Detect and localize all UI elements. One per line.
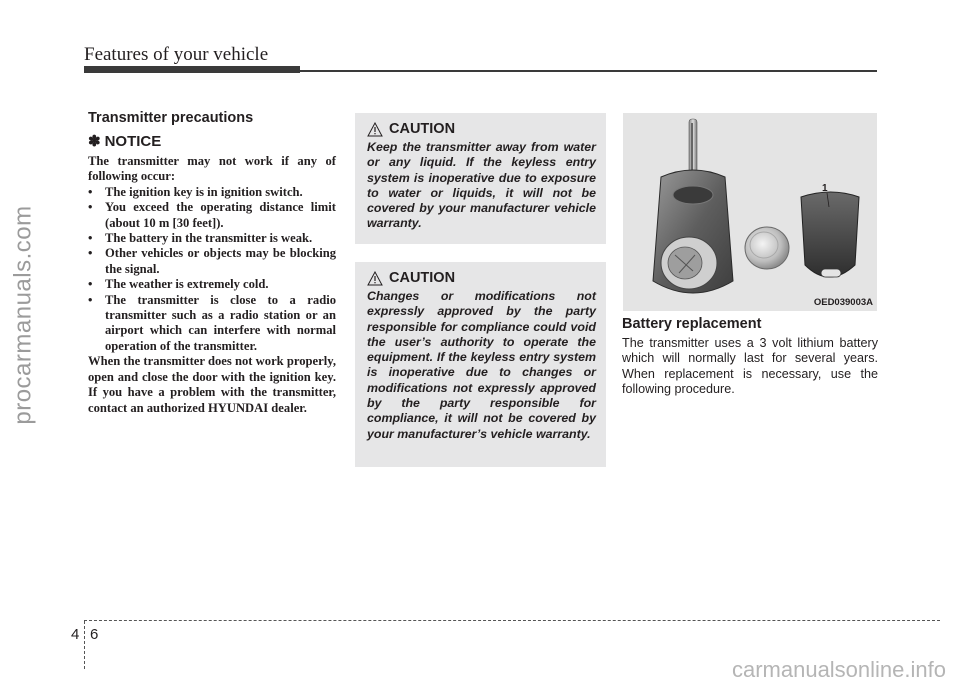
footer-divider bbox=[84, 621, 85, 669]
list-item: • You exceed the operating distance limit (about 10 m [30 feet]). bbox=[88, 200, 336, 231]
warning-triangle-icon bbox=[367, 271, 383, 286]
caution-box-water bbox=[355, 113, 606, 244]
caution-title: CAUTION bbox=[389, 270, 456, 286]
notice-icon: ✽ bbox=[88, 133, 101, 150]
notice-bullet-list bbox=[88, 185, 336, 354]
battery-replacement-body: The transmitter uses a 3 volt lithium battery which will normally last for several years. When replacement is necessary, use the following procedure. bbox=[622, 336, 878, 397]
list-item: • The battery in the transmitter is weak. bbox=[88, 231, 336, 246]
header-bar bbox=[84, 66, 300, 73]
notice-body bbox=[88, 154, 336, 416]
battery-replacement-title: Battery replacement bbox=[622, 316, 762, 332]
side-watermark-text: procarmanuals.com bbox=[10, 205, 37, 425]
notice-heading bbox=[88, 132, 336, 150]
list-item: • The transmitter is close to a radio transmitter such as a radio station or an airport which can interfere with normal operation of the transmitter. bbox=[88, 293, 336, 355]
list-item: • The ignition key is in ignition switch. bbox=[88, 185, 336, 200]
figure-code: OED039003A bbox=[813, 297, 873, 308]
caution-text: Changes or modifications not expressly approved by the party responsible for compliance could void the user’s authority to operate the equipment. If the keyless entry system is inoperative due to changes or modifications not expressly approved by the party responsible for compliance, it will not be covered by your manufacturer’s vehicle warranty. bbox=[367, 289, 596, 441]
side-watermark bbox=[8, 150, 40, 480]
footer-rule bbox=[84, 620, 940, 621]
header-rule bbox=[300, 70, 877, 72]
transmitter-precautions-section bbox=[88, 110, 336, 416]
chapter-number: 4 bbox=[71, 626, 80, 643]
caution-heading bbox=[367, 121, 596, 137]
battery-replacement-section bbox=[622, 316, 878, 398]
transmitter-battery-figure bbox=[623, 113, 877, 311]
list-item: • The weather is extremely cold. bbox=[88, 277, 336, 292]
page-header-title: Features of your vehicle bbox=[84, 44, 269, 65]
caution-heading bbox=[367, 270, 596, 286]
caution-box-modifications bbox=[355, 262, 606, 467]
notice-label: NOTICE bbox=[104, 132, 162, 150]
notice-closing: When the transmitter does not work properly, open and close the door with the ignition key. If you have a problem with the transmitter, contact an authorized HYUNDAI dealer. bbox=[88, 354, 336, 415]
list-item: • Other vehicles or objects may be blocking the signal. bbox=[88, 246, 336, 277]
page-number: 6 bbox=[90, 626, 99, 643]
notice-intro: The transmitter may not work if any of following occur: bbox=[88, 154, 336, 184]
transmitter-illustration bbox=[623, 113, 877, 311]
figure-callout-1: 1 bbox=[822, 183, 828, 194]
warning-triangle-icon bbox=[367, 122, 383, 137]
caution-text: Keep the transmitter away from water or any liquid. If the keyless entry system is inoperative due to exposure to water or liquids, it will not be covered by your manufacturer vehicle warranty. bbox=[367, 140, 596, 231]
section-title: Transmitter precautions bbox=[88, 110, 254, 126]
caution-title: CAUTION bbox=[389, 121, 456, 137]
bottom-watermark: carmanualsonline.info bbox=[731, 657, 946, 682]
